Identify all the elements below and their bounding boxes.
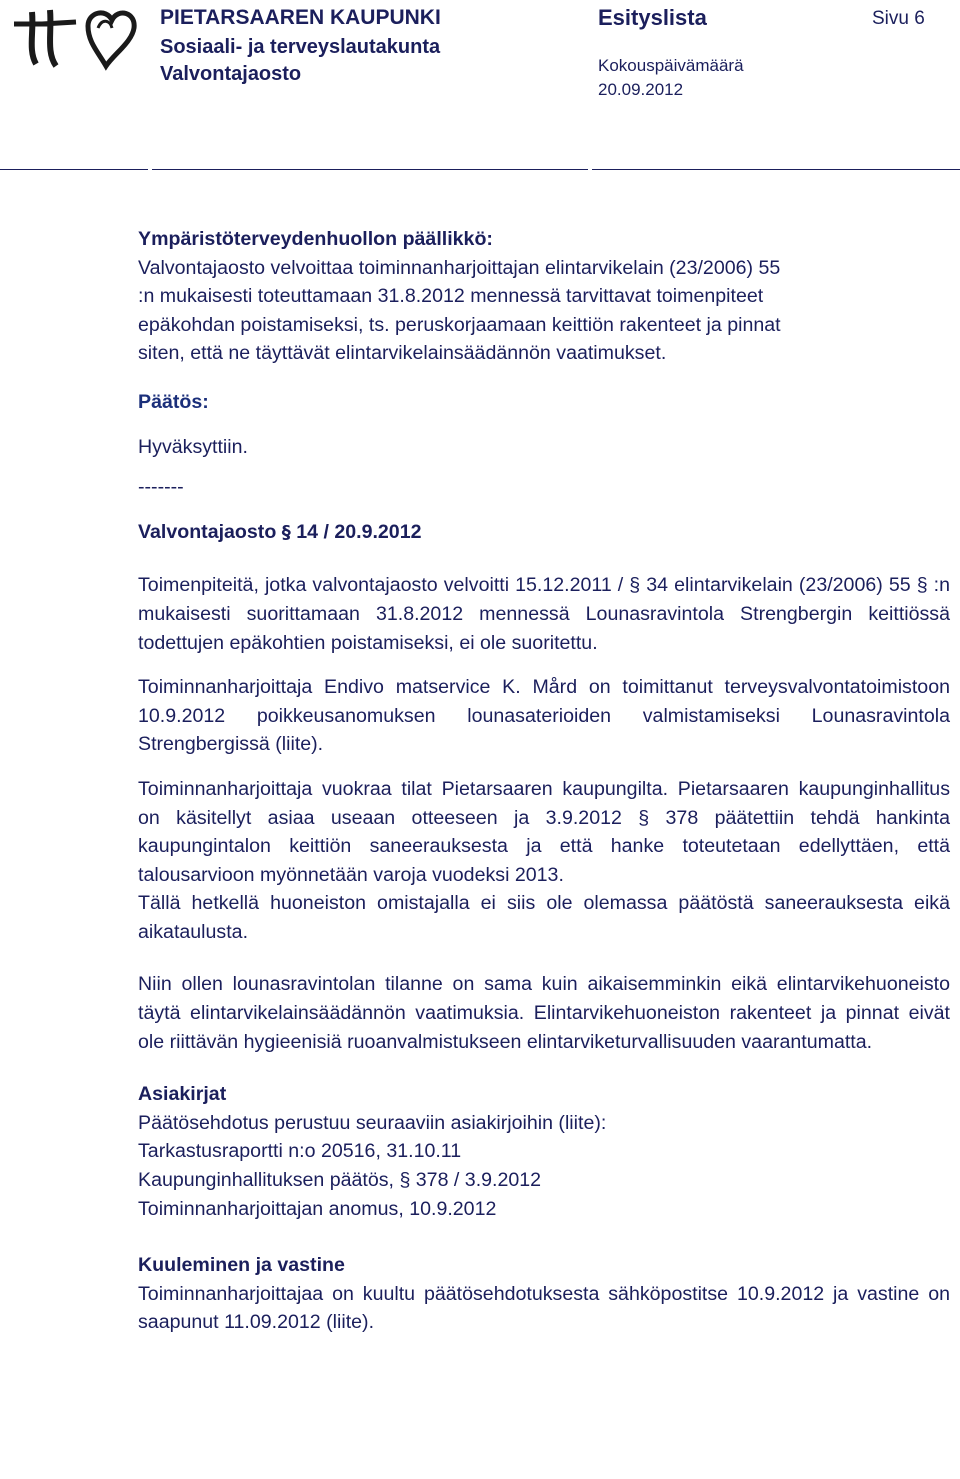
item-paragraph: Toiminnanharjoittaja vuokraa tilat Pietarsaaren kaupungilta. Pietarsaaren kaupunginhallitus on käsitellyt asiaa useaan otteeseen ja 3.9.2012 § 378 päätettiin tehdä hankinta kaupungintalon keittiön saneerauksesta ja että hanke toteutetaan edellyttäen, että talousarvioon myönnetään varoja vuodeksi 2013. — [138, 777, 950, 886]
documents-list-item: Toiminnanharjoittajan anomus, 10.9.2012 — [138, 1197, 497, 1220]
item-paragraph: Niin ollen lounasravintolan tilanne on sama kuin aikaisemminkin eikä elintarvikehuoneisto täytä elintarvikelainsäädännön vaatimuksia. Elintarvikehuoneiston rakenteet ja pinnat eivät ole riittävän hygieenisiä ruoanvalmistukseen elintarviketurvallisuuden vaarantumatta. — [138, 973, 950, 1053]
decision-label: Päätös: — [138, 390, 209, 413]
documents-heading: Asiakirjat — [138, 1083, 227, 1106]
documents-list-item: Tarkastusraportti n:o 20516, 31.10.11 — [138, 1140, 462, 1163]
header-rule — [0, 169, 148, 170]
header-rule — [592, 169, 960, 170]
page-number: Sivu 6 — [872, 8, 925, 29]
proposal-line: siten, että ne täyttävät elintarvikelainsäädännön vaatimukset. — [138, 342, 667, 365]
city-logo — [6, 2, 138, 72]
item-title-number: 14 / 20.9.2012 — [296, 520, 422, 543]
hearing-heading: Kuuleminen ja vastine — [138, 1254, 345, 1277]
hearing-text: Toiminnanharjoittajaa on kuultu päätösehdotuksesta sähköpostitse 10.9.2012 ja vastine on saapunut 11.09.2012 (liite). — [138, 1282, 950, 1334]
proposal-line: epäkohdan poistamiseksi, ts. peruskorjaamaan keittiön rakenteet ja pinnat — [138, 313, 781, 336]
body-name: Valvontajaosto — [160, 63, 302, 85]
proposal-line: Valvontajaosto velvoittaa toiminnanharjoittajan elintarvikelain (23/2006) 55 — [138, 256, 781, 279]
documents-list-item: Kaupunginhallituksen päätös, § 378 / 3.9.2012 — [138, 1169, 542, 1192]
proposal-line: :n mukaisesti toteuttamaan 31.8.2012 mennessä tarvittavat toimenpiteet — [138, 285, 764, 308]
item-paragraph: Toiminnanharjoittaja Endivo matservice K. Mård on toimittanut terveysvalvontatoimistoon 10.9.2012 poikkeusanomuksen lounasaterioiden valmistamiseksi Lounasravintola Strengbergissä (liite). — [138, 676, 950, 756]
item-paragraph: Toimenpiteitä, jotka valvontajaosto velvoitti 15.12.2011 / § 34 elintarvikelain (23/2006) 55 § :n mukaisesti suorittamaan 31.8.2012 mennessä Lounasravintola Strengbergin keittiössä todettujen epäkohtien poistamiseksi, ei ole suoritettu. — [138, 574, 950, 654]
board-name: Sosiaali- ja terveyslautakunta — [160, 36, 441, 58]
organization-name: PIETARSAAREN KAUPUNKI — [160, 6, 441, 29]
item-title — [138, 518, 950, 548]
document-body — [138, 225, 950, 1337]
decision-text: Hyväksyttiin. — [138, 435, 248, 458]
item-title-body: Valvontajaosto — [138, 520, 277, 543]
header-rule — [152, 169, 588, 170]
section-symbol: § — [281, 521, 291, 543]
item-paragraph: Tällä hetkellä huoneiston omistajalla ei siis ole olemassa päätöstä saneerauksesta eikä aikataulusta. — [138, 892, 950, 943]
documents-intro: Päätösehdotus perustuu seuraaviin asiakirjoihin (liite): — [138, 1111, 607, 1134]
proposal-heading: Ympäristöterveydenhuollon päällikkö: — [138, 228, 493, 250]
meeting-date: 20.09.2012 — [598, 80, 684, 99]
document-type: Esityslista — [598, 5, 707, 30]
separator: ------- — [138, 476, 184, 499]
meeting-date-label: Kokouspäivämäärä — [598, 56, 744, 75]
